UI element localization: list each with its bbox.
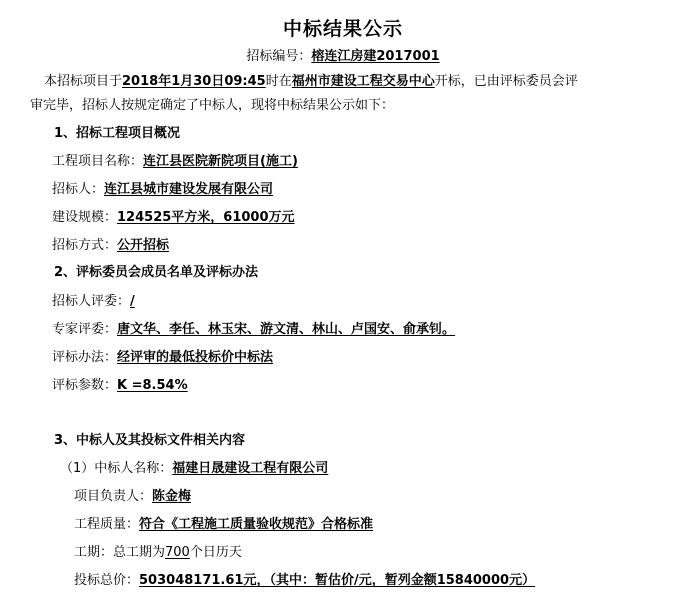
bid-number [0, 48, 686, 66]
field-label: 工期：总工期为 [74, 545, 166, 560]
quality-value: 符合《工程施工质量验收规范》合格标准 [139, 517, 374, 532]
field-label: 个日历天 [189, 545, 242, 560]
field-label: 投标总价： [74, 573, 140, 588]
experts-value: 唐文华、李任、林玉宋、游文清、林山、卢国安、俞承钊。 [117, 322, 456, 337]
scale-value: 124525平方米，61000万元 [117, 210, 295, 225]
intro-text: 时在 [265, 74, 292, 89]
section2-heading: 2、评标委员会成员名单及评标办法 [54, 265, 259, 280]
field-label: 评标办法： [52, 350, 118, 365]
project-duration [74, 544, 242, 562]
duration-days: 700 [165, 545, 190, 560]
project-manager-value: 陈金梅 [152, 489, 192, 504]
evaluation-method-value: 经评审的最低投标价中标法 [117, 350, 274, 365]
field-label: 工程质量： [74, 517, 140, 532]
project-name-value: 连江县医院新院项目(施工) [143, 154, 298, 169]
evaluation-param [52, 377, 188, 395]
opening-date: 2018年1月30日09:45 [122, 74, 266, 89]
project-manager [74, 488, 191, 506]
bid-number-value: 榕连江房建2017001 [311, 49, 440, 64]
intro-line-2: 审完毕，招标人按规定确定了中标人，现将中标结果公示如下： [30, 98, 395, 113]
field-label: （1）中标人名称： [60, 461, 173, 476]
tender-method [52, 237, 169, 255]
tenderer [52, 181, 273, 199]
tenderer-judge-value: / [130, 294, 135, 309]
intro-line-1 [44, 73, 578, 91]
method-value: 公开招标 [117, 238, 170, 253]
intro-text: 本招标项目于 [44, 74, 123, 89]
expert-judges [52, 321, 455, 339]
bid-number-label: 招标编号： [246, 49, 312, 64]
project-name [52, 153, 298, 171]
field-label: 评标参数： [52, 378, 118, 393]
bid-total-price-value: 503048171.61元，（其中：暂估价/元，暂列金额15840000元） [139, 573, 536, 588]
field-label: 招标方式： [52, 238, 118, 253]
field-label: 项目负责人： [74, 489, 153, 504]
construction-scale [52, 209, 295, 227]
field-label: 建设规模： [52, 210, 118, 225]
tenderer-value: 连江县城市建设发展有限公司 [104, 182, 274, 197]
field-label: 工程项目名称： [52, 154, 144, 169]
intro-text: 开标，已由评标委员会评 [434, 74, 578, 89]
tenderer-judge [52, 293, 135, 311]
field-label: 招标人评委： [52, 294, 131, 309]
bid-total-price [74, 572, 535, 590]
winner-name [60, 460, 328, 478]
evaluation-param-value: K =8.54% [117, 378, 188, 393]
winner-name-value: 福建日晟建设工程有限公司 [172, 461, 329, 476]
field-label: 专家评委： [52, 322, 118, 337]
opening-venue: 福州市建设工程交易中心 [291, 74, 435, 89]
field-label: 招标人： [52, 182, 105, 197]
section3-heading: 3、中标人及其投标文件相关内容 [54, 433, 246, 448]
page-title: 中标结果公示 [282, 18, 403, 40]
section1-heading: 1、招标工程项目概况 [54, 126, 181, 141]
project-quality [74, 516, 373, 534]
evaluation-method [52, 349, 273, 367]
